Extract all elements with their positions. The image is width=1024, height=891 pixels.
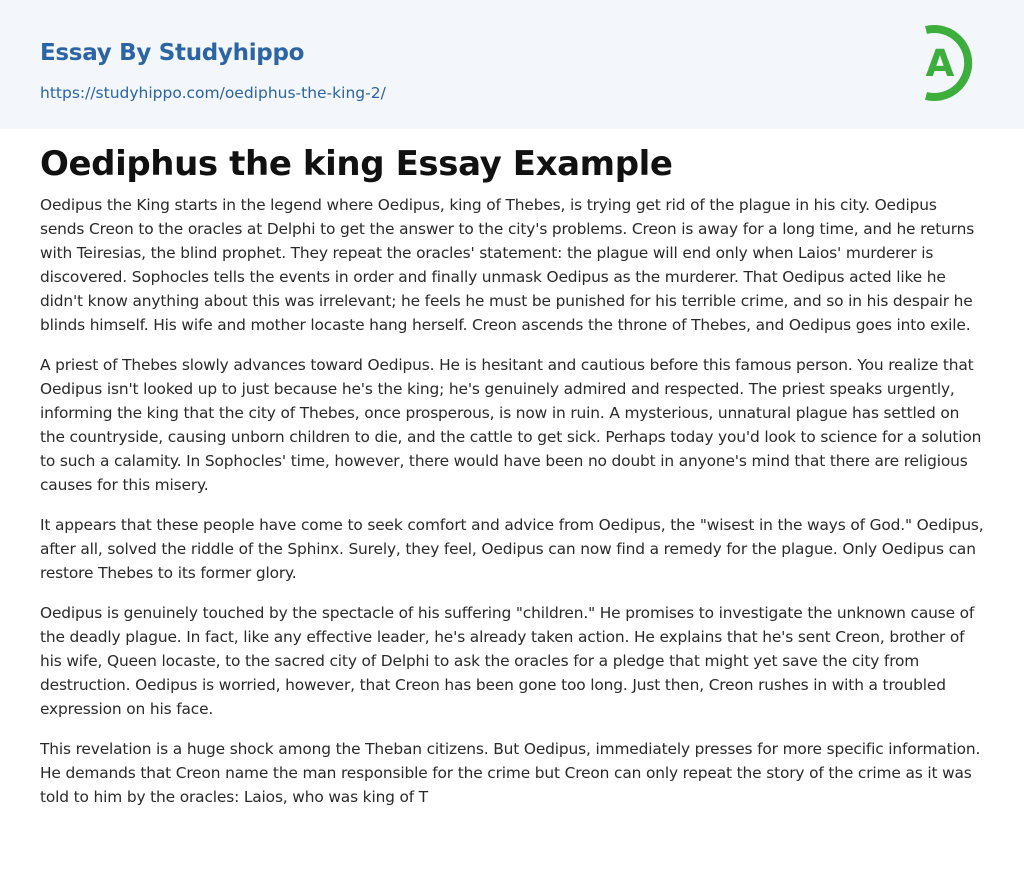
logo-letter: A: [925, 42, 955, 85]
paragraph: It appears that these people have come to seek comfort and advice from Oedipus, the "wisest in the ways of God." Oedipus, after all, solved the riddle of the Sphinx. Surely, they feel, Oedipus can now find a remedy for the plague. Only Oedipus can restore Thebes to its former glory.: [40, 516, 984, 582]
essay-url-link[interactable]: https://studyhippo.com/oediphus-the-king-2/: [40, 84, 386, 102]
site-header: [0, 0, 1024, 129]
brand-title[interactable]: Essay By Studyhippo: [40, 40, 305, 66]
page-title: Oediphus the king Essay Example: [40, 144, 673, 184]
essay-body: [40, 193, 984, 825]
studyhippo-logo-icon[interactable]: [912, 20, 986, 106]
paragraph: This revelation is a huge shock among the Theban citizens. But Oedipus, immediately presses for more specific information. He demands that Creon name the man responsible for the crime but Creon can only repeat the story of the crime as it was told to him by the oracles: Laios, who was king of T: [40, 740, 981, 806]
paragraph: Oedipus the King starts in the legend where Oedipus, king of Thebes, is trying get rid of the plague in his city. Oedipus sends Creon to the oracles at Delphi to get the answer to the city's problems. Creon is away for a long time, and he returns with Teiresias, the blind prophet. They repeat the oracles' statement: the plague will end only when Laios' murderer is discovered. Sophocles tells the events in order and finally unmask Oedipus as the murderer. That Oedipus acted like he didn't know anything about this was irrelevant; he feels he must be punished for his terrible crime, and so in his despair he blinds himself. His wife and mother locaste hang herself. Creon ascends the throne of Thebes, and Oedipus goes into exile.: [40, 196, 975, 334]
paragraph: Oedipus is genuinely touched by the spectacle of his suffering "children." He promises to investigate the unknown cause of the deadly plague. In fact, like any effective leader, he's already taken action. He explains that he's sent Creon, brother of his wife, Queen locaste, to the sacred city of Delphi to ask the oracles for a pledge that might yet save the city from destruction. Oedipus is worried, however, that Creon has been gone too long. Just then, Creon rushes in with a troubled expression on his face.: [40, 604, 975, 718]
paragraph: A priest of Thebes slowly advances toward Oedipus. He is hesitant and cautious before this famous person. You realize that Oedipus isn't looked up to just because he's the king; he's genuinely admired and respected. The priest speaks urgently, informing the king that the city of Thebes, once prosperous, is now in ruin. A mysterious, unnatural plague has settled on the countryside, causing unborn children to die, and the cattle to get sick. Perhaps today you'd look to science for a solution to such a calamity. In Sophocles' time, however, there would have been no doubt in anyone's mind that there are religious causes for this misery.: [40, 356, 982, 494]
